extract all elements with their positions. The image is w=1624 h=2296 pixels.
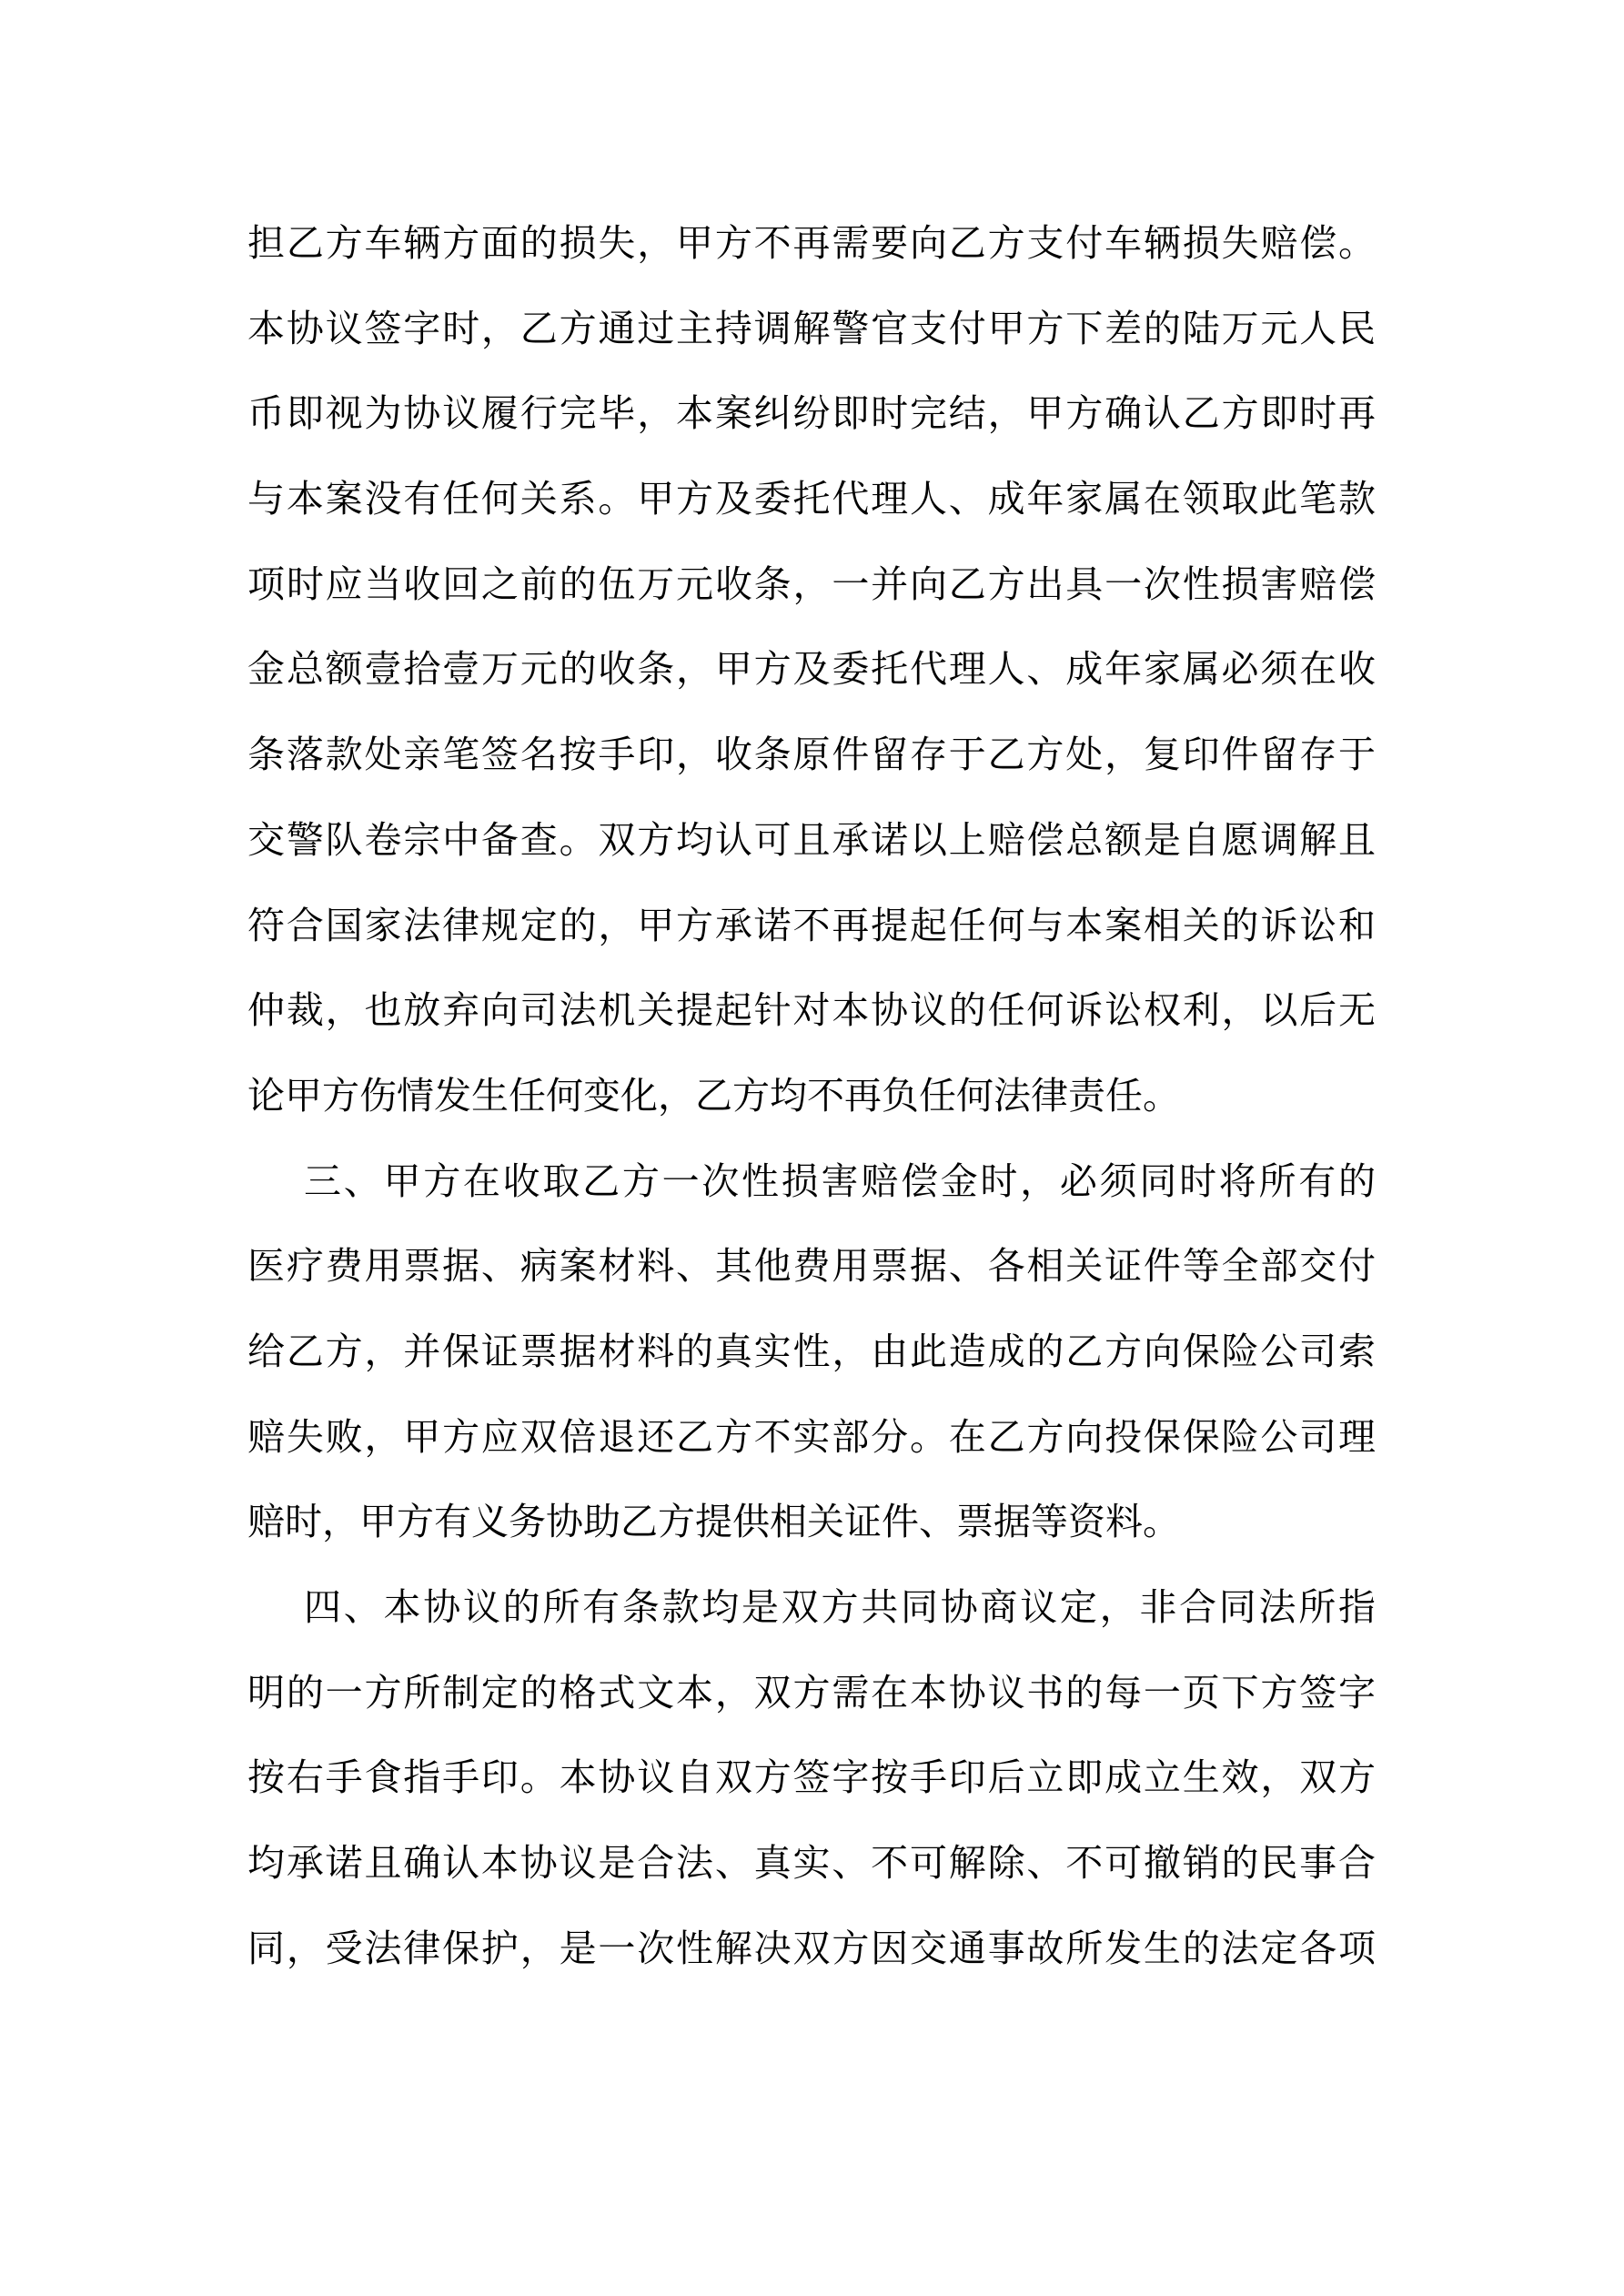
text-line: 按右手食指手印。本协议自双方签字按手印后立即成立生效，双方 [247,1756,1376,1799]
text-block [247,201,1376,1991]
text-line: 本协议签字时，乙方通过主持调解警官支付甲方下差的陆万元人民 [247,307,1376,349]
text-line: 均承诺且确认本协议是合法、真实、不可解除、不可撤销的民事合 [247,1842,1376,1885]
text-line: 同，受法律保护，是一次性解决双方因交通事故所发生的法定各项 [247,1927,1376,1969]
text-line: 给乙方，并保证票据材料的真实性，由此造成的乙方向保险公司索 [247,1330,1376,1372]
text-line: 项时应当收回之前的伍万元收条，一并向乙方出具一次性损害赔偿 [247,562,1376,605]
text-line: 明的一方所制定的格式文本，双方需在本协议书的每一页下方签字 [247,1671,1376,1714]
text-line: 条落款处亲笔签名按手印，收条原件留存于乙方处，复印件留存于 [247,733,1376,776]
text-line: 论甲方伤情发生任何变化，乙方均不再负任何法律责任。 [247,1074,1180,1117]
text-line: 符合国家法律规定的，甲方承诺不再提起任何与本案相关的诉讼和 [247,904,1376,946]
text-line: 金总额壹拾壹万元的收条，甲方及委托代理人、成年家属必须在收 [247,648,1376,691]
text-line: 仲裁，也放弃向司法机关提起针对本协议的任何诉讼权利，以后无 [247,989,1376,1032]
text-line: 担乙方车辆方面的损失，甲方不再需要向乙方支付车辆损失赔偿。 [247,222,1376,264]
text-line: 四、本协议的所有条款均是双方共同协商议定，非合同法所指 [304,1586,1376,1628]
text-line: 与本案没有任何关系。甲方及委托代理人、成年家属在领取此笔款 [247,478,1376,521]
text-line: 币即视为协议履行完毕，本案纠纷即时完结，甲方确认乙方即时再 [247,392,1376,435]
text-line: 交警队卷宗中备查。双方均认可且承诺以上赔偿总额是自愿调解且 [247,818,1376,861]
text-line: 医疗费用票据、病案材料、其他费用票据、各相关证件等全部交付 [247,1245,1376,1288]
text-line: 赔时，甲方有义务协助乙方提供相关证件、票据等资料。 [247,1501,1180,1543]
text-line: 三、甲方在收取乙方一次性损害赔偿金时，必须同时将所有的 [304,1159,1376,1202]
text-line: 赔失败，甲方应双倍退还乙方不实部分。在乙方向投保保险公司理 [247,1415,1376,1458]
